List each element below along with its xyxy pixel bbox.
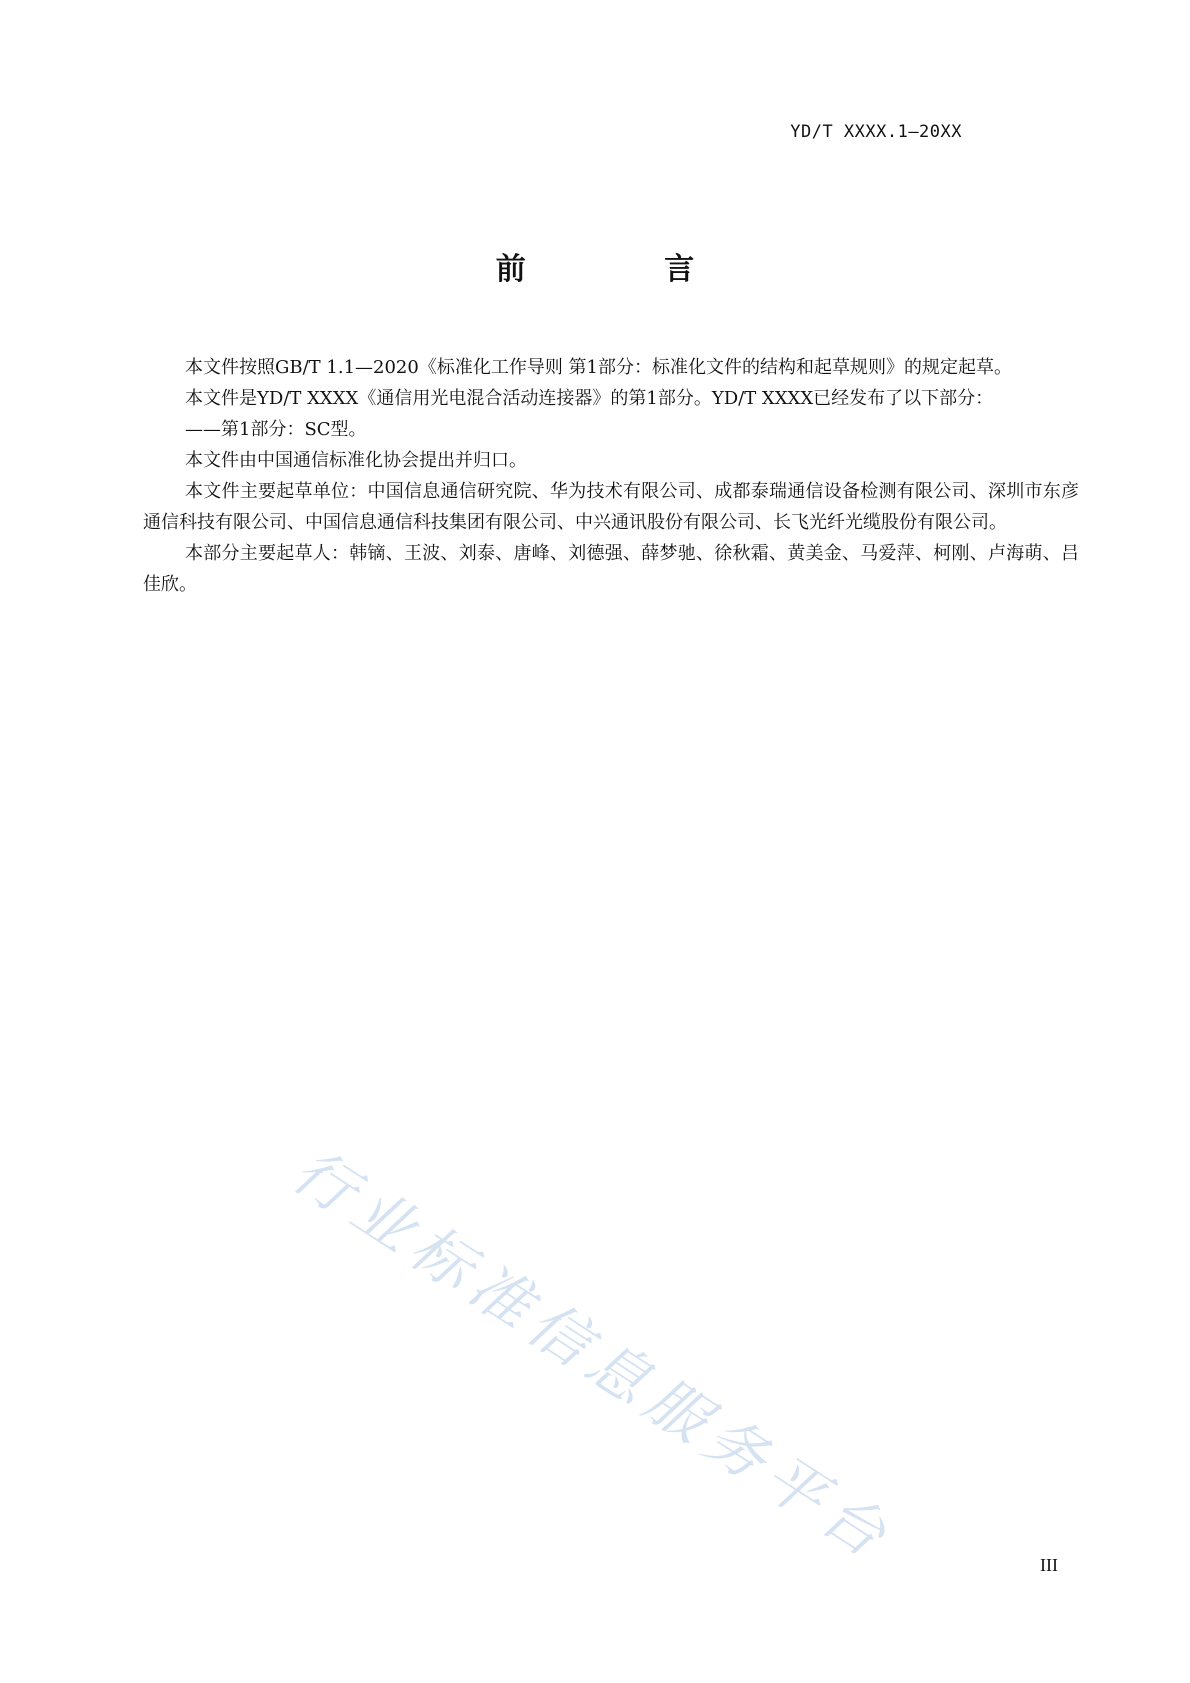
watermark-text: 行业标准信息服务平台	[280, 1135, 906, 1576]
paragraph-proposer: 本文件由中国通信标准化协会提出并归口。	[185, 450, 527, 471]
document-code: YD/T XXXX.1—20XX	[790, 122, 962, 142]
paragraph-part-list-item: ——第1部分：SC型。	[185, 419, 367, 440]
paragraph-drafters: 本部分主要起草人：韩镝、王波、刘泰、唐峰、刘德强、薛梦驰、徐秋霜、黄美金、马爱萍、柯刚、卢海萌、吕佳欣。	[143, 543, 1079, 595]
foreword-body	[143, 352, 1079, 600]
page-number: III	[1040, 1555, 1058, 1575]
page-title: 前 言	[495, 252, 759, 287]
paragraph-drafting-rules: 本文件按照GB/T 1.1—2020《标准化工作导则 第1部分：标准化文件的结构和起草规则》的规定起草。	[185, 357, 1013, 378]
paragraph-drafting-units: 本文件主要起草单位：中国信息通信研究院、华为技术有限公司、成都泰瑞通信设备检测有限公司、深圳市东彦通信科技有限公司、中国信息通信科技集团有限公司、中兴通讯股份有限公司、长飞光纤光缆股份有限公司。	[143, 481, 1079, 533]
paragraph-part-info: 本文件是YD/T XXXX《通信用光电混合活动连接器》的第1部分。YD/T XXXX已经发布了以下部分：	[185, 388, 994, 409]
